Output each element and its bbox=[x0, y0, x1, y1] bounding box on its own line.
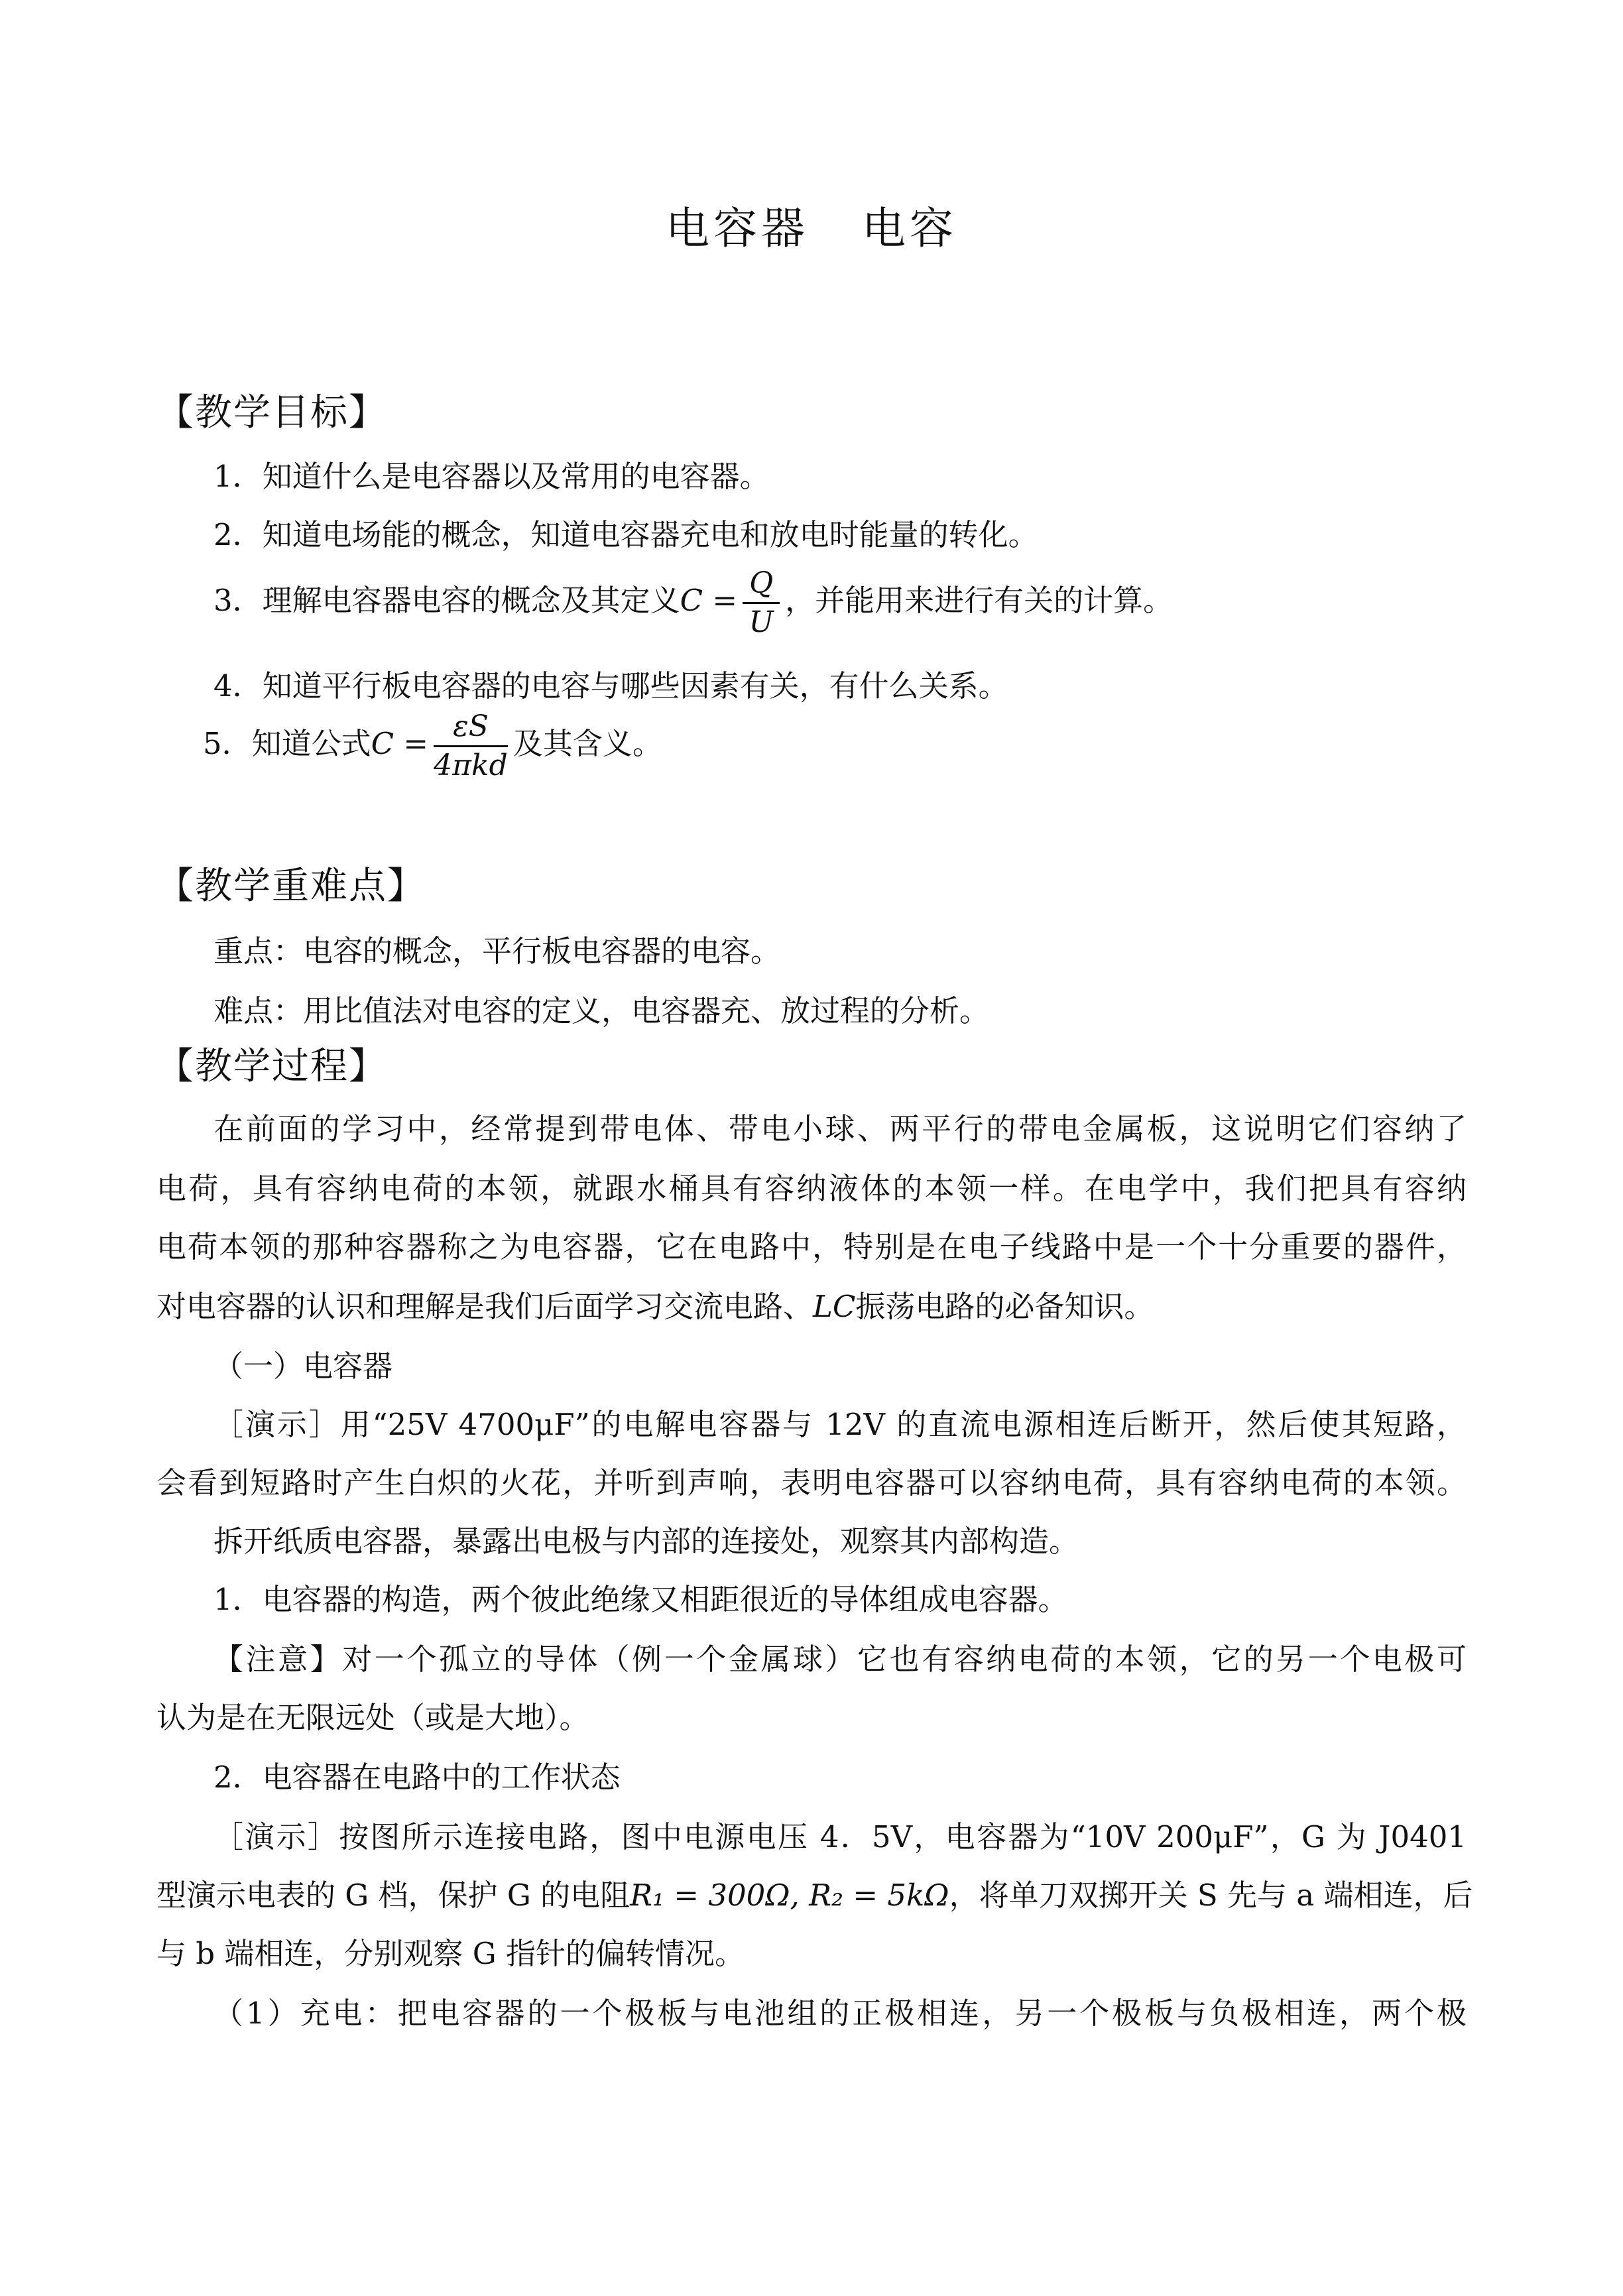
demo-1-line-2: 会看到短路时产生白炽的火花，并听到声响，表明电容器可以容纳电荷，具有容纳电荷的本领。 bbox=[156, 1465, 1467, 1500]
process-heading: 【教学过程】 bbox=[156, 1045, 387, 1088]
paragraph-1-line-1: 在前面的学习中，经常提到带电体、带电小球、两平行的带电金属板，这说明它们容纳了 bbox=[213, 1111, 1467, 1146]
formula-capacitance-definition bbox=[743, 566, 780, 639]
objective-1: 1．知道什么是电容器以及常用的电容器。 bbox=[213, 459, 770, 494]
demo-2-line-3: 与 b 端相连，分别观察 G 指针的偏转情况。 bbox=[156, 1936, 745, 1971]
formula-denominator: U bbox=[749, 605, 774, 639]
demo-2-line-2 bbox=[156, 1875, 1473, 1916]
paragraph-1-line-4 bbox=[156, 1286, 1154, 1327]
objective-3-post: ，并能用来进行有关的计算。 bbox=[785, 583, 1173, 618]
subsection-capacitor: （一）电容器 bbox=[213, 1349, 393, 1384]
key-point: 重点：电容的概念，平行板电容器的电容。 bbox=[213, 934, 781, 969]
disassemble-text: 拆开纸质电容器，暴露出电极与内部的连接处，观察其内部构造。 bbox=[213, 1524, 1079, 1559]
paragraph-1-line-4-post: 振荡电路的必备知识。 bbox=[855, 1289, 1154, 1324]
objectives-heading: 【教学目标】 bbox=[156, 391, 387, 434]
objective-5 bbox=[203, 709, 662, 782]
note-line-2: 认为是在无限远处（或是大地）。 bbox=[156, 1700, 589, 1735]
formula-capacitance-lhs: C = bbox=[680, 583, 738, 618]
lc-term: LC bbox=[813, 1289, 856, 1324]
objective-3-text: 3．理解电容器电容的概念及其定义 bbox=[213, 583, 680, 618]
paragraph-1-line-3: 电荷本领的那种容器称之为电容器，它在电路中，特别是在电子线路中是一个十分重要的器件， bbox=[156, 1229, 1467, 1264]
charging-text: （1）充电：把电容器的一个极板与电池组的正极相连，另一个极板与负极相连，两个极 bbox=[213, 1996, 1467, 2031]
circuit-state-heading: 2．电容器在电路中的工作状态 bbox=[213, 1760, 621, 1795]
paragraph-1-line-4-pre: 对电容器的认识和理解是我们后面学习交流电路、 bbox=[156, 1289, 813, 1324]
paragraph-1-line-2: 电荷，具有容纳电荷的本领，就跟水桶具有容纳液体的本领一样。在电学中，我们把具有容纳 bbox=[156, 1171, 1467, 1206]
page-title bbox=[0, 199, 1623, 259]
objective-3 bbox=[213, 566, 1173, 639]
capacitor-structure: 1．电容器的构造，两个彼此绝缘又相距很近的导体组成电容器。 bbox=[213, 1582, 1068, 1617]
keypoints-heading: 【教学重难点】 bbox=[156, 865, 426, 908]
resistor-values: R₁ = 300Ω, R₂ = 5kΩ bbox=[630, 1878, 949, 1913]
formula-numerator: εS bbox=[434, 712, 508, 747]
objective-5-post: 及其含义。 bbox=[512, 726, 662, 761]
title-right: 电容 bbox=[862, 203, 957, 254]
demo-2-line-1: ［演示］按图所示连接电路，图中电源电压 4．5V，电容器为“10V 200μF”，G 为 J0401 bbox=[213, 1819, 1467, 1854]
objective-2: 2．知道电场能的概念，知道电容器充电和放电时能量的转化。 bbox=[213, 517, 1038, 552]
objective-4: 4．知道平行板电容器的电容与哪些因素有关，有什么关系。 bbox=[213, 668, 1008, 703]
formula-parallel-plate bbox=[434, 709, 508, 782]
formula-numerator: Q bbox=[743, 569, 780, 604]
title-left: 电容器 bbox=[666, 203, 809, 254]
note-line-1: 【注意】对一个孤立的导体（例一个金属球）它也有容纳电荷的本领，它的另一个电极可 bbox=[213, 1642, 1467, 1677]
demo-2-line-2-post: ，将单刀双掷开关 S 先与 a 端相连，后 bbox=[949, 1878, 1473, 1913]
demo-2-line-2-pre: 型演示电表的 G 档，保护 G 的电阻 bbox=[156, 1878, 631, 1913]
difficult-point: 难点：用比值法对电容的定义，电容器充、放过程的分析。 bbox=[213, 993, 990, 1028]
demo-1-line-1: ［演示］用“25V 4700μF”的电解电容器与 12V 的直流电源相连后断开，然后使其短路， bbox=[213, 1407, 1467, 1442]
formula-plate-lhs: C = bbox=[371, 726, 429, 761]
objective-5-text: 5．知道公式 bbox=[203, 726, 371, 761]
formula-denominator: 4πkd bbox=[434, 749, 508, 782]
